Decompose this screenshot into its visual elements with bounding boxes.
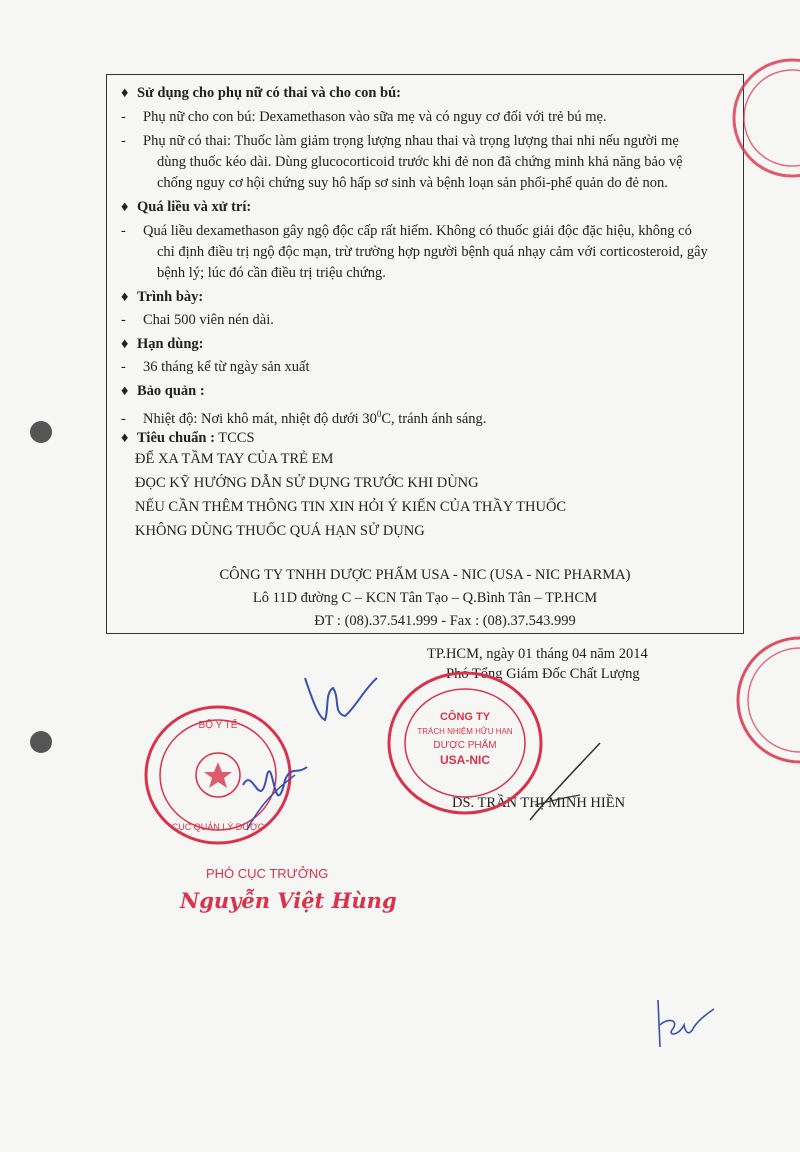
warning-line: ĐỂ XA TẦM TAY CỦA TRẺ EM (135, 451, 334, 467)
list-item-continuation: bệnh lý; lúc đó cần điều trị triệu chứng. (157, 265, 386, 281)
partial-stamp-top-right (712, 58, 800, 188)
punch-hole (30, 731, 52, 753)
stamp-text: TRÁCH NHIỆM HỮU HẠN (417, 727, 513, 736)
warning-line: NẾU CẦN THÊM THÔNG TIN XIN HỎI Ý KIẾN CỦA THẦY THUỐC (135, 499, 567, 515)
stamp-text: USA-NIC (440, 753, 490, 767)
leaflet-box (106, 74, 744, 634)
section-heading: ♦ Sử dụng cho phụ nữ có thai và cho con bú: (121, 85, 401, 101)
list-item: - Nhiệt độ: Nơi khô mát, nhiệt độ dưới $30^0C$, tránh ánh sáng. (121, 409, 487, 427)
signature-mark (295, 668, 385, 728)
stamp-text: DƯỢC PHẨM (433, 740, 497, 751)
company-address: Lô 11D đường C – KCN Tân Tạo – Q.Bình Tân – TP.HCM (252, 590, 598, 606)
section-heading: ♦ Bảo quản : (121, 383, 205, 399)
section-heading: ♦ Quá liều và xử trí: (121, 199, 252, 215)
signature-mark (235, 745, 315, 835)
section-heading: ♦ Trình bày: (121, 289, 204, 305)
list-item-continuation: chỉ định điều trị ngộ độc mạn, trừ trường hợp người bệnh quá nhạy cảm với corticosteroid, gây (157, 244, 708, 260)
partial-stamp-right (718, 635, 800, 765)
initials-mark (650, 995, 720, 1055)
authority-name: Nguyễn Việt Hùng (180, 888, 397, 913)
list-item-continuation: dùng thuốc kéo dài. Dùng glucocorticoid trước khi đẻ non đã chứng minh khả năng bảo vệ (157, 154, 683, 170)
list-item: - Phụ nữ cho con bú: Dexamethason vào sữa mẹ và có nguy cơ đối với trẻ bú mẹ. (121, 109, 607, 125)
stamp-text: CỤC QUẢN LÝ DƯỢC (171, 822, 265, 832)
company-name: CÔNG TY TNHH DƯỢC PHẨM USA - NIC (USA - NIC PHARMA) (219, 567, 631, 583)
signoff-role: Phó Tổng Giám Đốc Chất Lượng (446, 666, 640, 682)
signoff-name: DS. TRẦN THỊ MINH HIỀN (452, 795, 626, 811)
list-item-continuation: chống nguy cơ hội chứng suy hô hấp sơ sinh và bệnh loạn sản phổi-phế quản do đẻ non. (157, 175, 668, 191)
punch-hole (30, 421, 52, 443)
signature-mark (520, 735, 610, 825)
list-item: - Chai 500 viên nén dài. (121, 312, 274, 328)
warning-line: KHÔNG DÙNG THUỐC QUÁ HẠN SỬ DỤNG (135, 523, 425, 539)
stamp-text: CÔNG TY (439, 711, 491, 723)
stamp-text: BỘ Y TẾ (198, 720, 238, 731)
company-contact: ĐT : (08).37.541.999 - Fax : (08).37.543.999 (314, 613, 576, 629)
list-item: - Quá liều dexamethason gây ngộ độc cấp rất hiếm. Không có thuốc giải độc đặc hiệu, không có (121, 223, 692, 239)
warning-line: ĐỌC KỸ HƯỚNG DẪN SỬ DỤNG TRƯỚC KHI DÙNG (135, 475, 479, 491)
authority-title: PHÓ CỤC TRƯỞNG (206, 866, 329, 881)
list-item: - Phụ nữ có thai: Thuốc làm giảm trọng lượng nhau thai và trọng lượng thai nhi nếu người mẹ (121, 133, 679, 149)
section-heading: ♦ Hạn dùng: (121, 336, 204, 352)
list-item: - 36 tháng kể từ ngày sản xuất (121, 359, 310, 375)
section-heading: ♦ Tiêu chuẩn : TCCS (121, 430, 255, 446)
signoff-date: TP.HCM, ngày 01 tháng 04 năm 2014 (427, 646, 648, 662)
